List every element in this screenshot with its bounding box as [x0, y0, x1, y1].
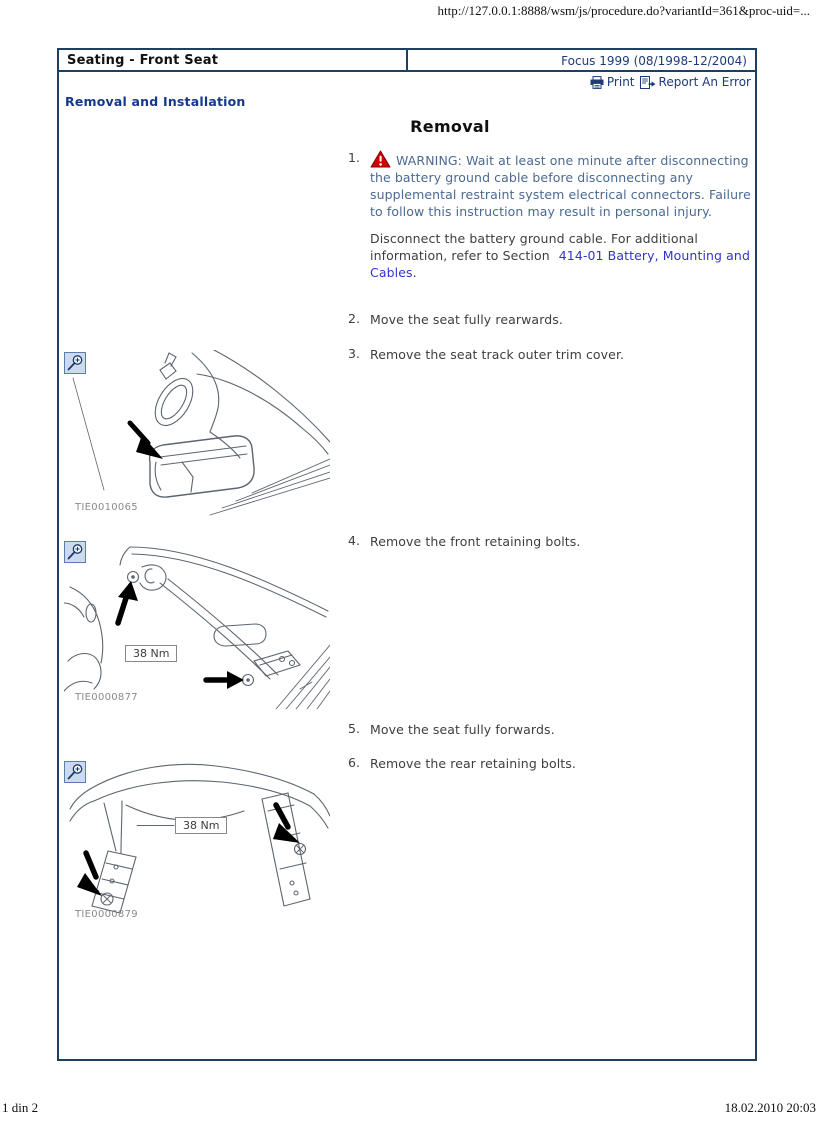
zoom-icon[interactable]	[64, 352, 86, 374]
step-text: Disconnect the battery ground cable. For additional information, refer to Section 414-01 Battery, Mounting and Cables.	[370, 231, 750, 280]
step-6	[348, 755, 768, 772]
figure-seat-trim-cover	[64, 350, 330, 520]
figure-id-label: TIE0010065	[75, 502, 138, 513]
step-text: Move the seat fully rearwards.	[370, 312, 563, 327]
step-number: 3.	[348, 346, 360, 361]
report-error-label: Report An Error	[658, 75, 751, 89]
page-counter: 1 din 2	[2, 1100, 39, 1115]
step-2	[348, 311, 768, 328]
figure-front-retaining-bolts	[64, 539, 330, 711]
step-number: 4.	[348, 533, 360, 548]
warning-text: WARNING: Wait at least one minute after disconnecting the battery ground cable before disconnecting any supplemental restraint system electrical connectors. Failure to follow this instruction may result in personal injury.	[370, 153, 751, 219]
warning-triangle-icon	[370, 150, 391, 168]
printer-icon	[590, 76, 604, 89]
step-5	[348, 721, 768, 738]
print-label: Print	[606, 75, 635, 89]
page-title: Seating - Front Seat	[59, 50, 406, 72]
step-1	[348, 150, 768, 281]
zoom-icon[interactable]	[64, 541, 86, 563]
figure-id-label: TIE0000877	[75, 692, 138, 703]
step-number: 5.	[348, 721, 360, 736]
torque-label: 38 Nm	[125, 645, 177, 662]
zoom-icon[interactable]	[64, 761, 86, 783]
step-text: Move the seat fully forwards.	[370, 722, 555, 737]
browser-print-url: http://127.0.0.1:8888/wsm/js/procedure.do?variantId=361&proc-uid=...	[437, 3, 810, 18]
step-3	[348, 346, 768, 363]
figure-rear-retaining-bolts	[64, 759, 330, 927]
procedure-heading: Removal	[410, 117, 490, 136]
vehicle-variant: Focus 1999 (08/1998-12/2004)	[406, 50, 755, 72]
step-number: 6.	[348, 755, 360, 770]
report-error-link[interactable]	[640, 75, 751, 89]
section-reference-link[interactable]: 414-01 Battery, Mounting and Cables	[370, 248, 750, 280]
page-header	[59, 50, 755, 72]
action-links	[590, 75, 751, 89]
step-text: Remove the seat track outer trim cover.	[370, 347, 625, 362]
step-text: Remove the front retaining bolts.	[370, 534, 581, 549]
section-heading: Removal and Installation	[65, 94, 246, 109]
step-text: Remove the rear retaining bolts.	[370, 756, 576, 771]
report-error-icon	[640, 76, 656, 89]
print-link[interactable]	[590, 75, 635, 89]
figure-id-label: TIE0000879	[75, 909, 138, 920]
content-frame	[57, 48, 757, 1061]
torque-label: 38 Nm	[175, 817, 227, 834]
step-number: 1.	[348, 150, 360, 165]
step-number: 2.	[348, 311, 360, 326]
print-timestamp: 18.02.2010 20:03	[724, 1100, 816, 1115]
warning-block	[370, 150, 755, 220]
step-4	[348, 533, 768, 550]
